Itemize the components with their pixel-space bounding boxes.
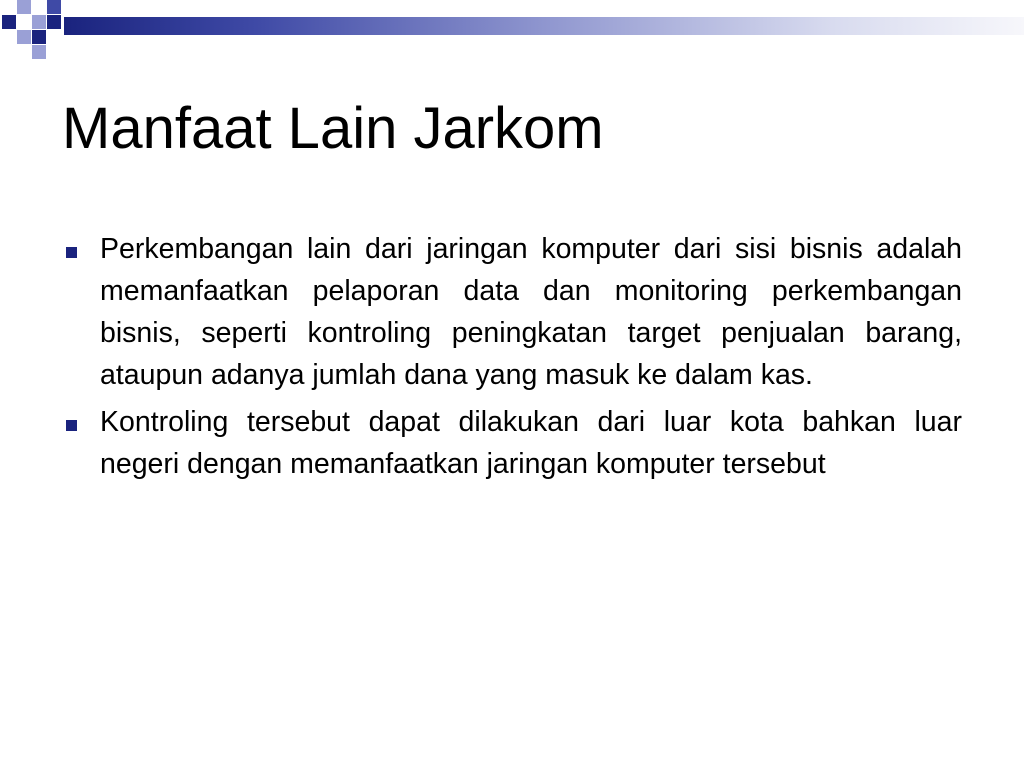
slide-title: Manfaat Lain Jarkom bbox=[62, 96, 604, 161]
bullet-item bbox=[66, 401, 962, 485]
bullet-text: Perkembangan lain dari jaringan komputer dari sisi bisnis adalah memanfaatkan pelaporan data dan monitoring perkembangan bisnis, seperti kontroling peningkatan target penjualan barang, ataupun adanya jumlah dana yang masuk ke dalam kas. bbox=[100, 233, 962, 391]
bullet-text: Kontroling tersebut dapat dilakukan dari luar kota bahkan luar negeri dengan memanfaatkan jaringan komputer tersebut bbox=[100, 406, 962, 480]
decor-square bbox=[2, 15, 16, 29]
decor-square bbox=[32, 45, 46, 59]
decor-square bbox=[17, 0, 31, 14]
decor-square bbox=[47, 15, 61, 29]
decor-square bbox=[47, 0, 61, 14]
header-gradient-bar bbox=[64, 17, 1024, 35]
decor-square bbox=[17, 30, 31, 44]
bullet-list bbox=[66, 228, 962, 490]
decor-square bbox=[32, 30, 46, 44]
bullet-item bbox=[66, 228, 962, 396]
square-bullet-icon bbox=[66, 420, 77, 431]
decor-square bbox=[32, 15, 46, 29]
square-bullet-icon bbox=[66, 247, 77, 258]
decor-square bbox=[2, 0, 16, 14]
